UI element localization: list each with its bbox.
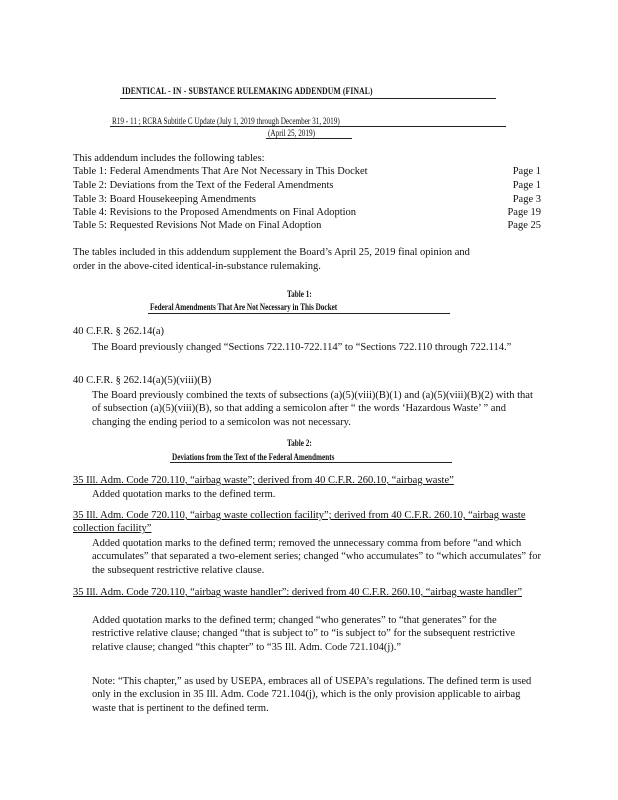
toc-row — [73, 194, 541, 205]
date-underline — [266, 138, 352, 139]
toc-page: Page 1 — [512, 166, 541, 177]
table1-entry-citation: 40 C.F.R. § 262.14(a) — [73, 326, 165, 337]
table1-entry-text: The Board previously combined the texts of subsections (a)(5)(viii)(B)(1) and (a)(5)(viii)(B)(2) with that of subsection (a)(5)(viii)(B), so that adding a semicolon after “ the words ‘Hazardous Waste’ ” and changing the ending period to a semicolon was not necessary. — [92, 390, 533, 428]
toc-label: Table 3: Board Housekeeping Amendments — [73, 194, 256, 205]
toc-label: Table 5: Requested Revisions Not Made on Final Adoption — [73, 220, 322, 231]
docket-underline — [110, 126, 506, 127]
document-title: IDENTICAL - IN - SUBSTANCE RULEMAKING ADDENDUM (FINAL) — [122, 87, 373, 97]
title-underline — [120, 98, 496, 99]
table2-title-underline — [170, 462, 452, 463]
table1-title-underline — [148, 313, 450, 314]
table1-entry-citation: 40 C.F.R. § 262.14(a)(5)(viii)(B) — [73, 375, 212, 386]
table2-entry-heading: 35 Ill. Adm. Code 720.110, “airbag waste”; derived from 40 C.F.R. 260.10, “airbag waste” — [73, 475, 454, 486]
toc-row — [73, 166, 541, 177]
table2-entry-heading: 35 Ill. Adm. Code 720.110, “airbag waste handler”: derived from 40 C.F.R. 260.10, “airbag waste handler” — [73, 587, 522, 598]
toc-label: Table 4: Revisions to the Proposed Amendments on Final Adoption — [73, 207, 357, 218]
table2-title: Deviations from the Text of the Federal Amendments — [172, 452, 335, 462]
toc-page: Page 3 — [512, 194, 541, 205]
date-line: (April 25, 2019) — [268, 128, 315, 138]
table2-entry-text: Added quotation marks to the defined term. — [92, 489, 276, 500]
table1-entry-text: The Board previously changed “Sections 722.110-722.114” to “Sections 722.110 through 722.114.” — [92, 342, 512, 353]
toc-page: Page 1 — [512, 180, 541, 191]
toc-row — [73, 220, 541, 231]
table1-caption: Table 1: — [287, 289, 312, 299]
toc-label: Table 2: Deviations from the Text of the Federal Amendments — [73, 180, 334, 191]
supplement-line-1: The tables included in this addendum supplement the Board’s April 25, 2019 final opinion and — [73, 247, 470, 258]
table2-entry-note: Note: “This chapter,” as used by USEPA, embraces all of USEPA’s regulations. The defined term is used only in the exclusion in 35 Ill. Adm. Code 721.104(j), which is the only provision applicable to airbag waste that is pertinent to the defined term. — [92, 676, 532, 714]
table2-caption: Table 2: — [287, 438, 312, 448]
toc-page: Page 19 — [507, 207, 541, 218]
docket-line: R19 - 11 ; RCRA Subtitle C Update (July 1, 2019 through December 31, 2019) — [112, 116, 340, 126]
toc-page: Page 25 — [507, 220, 541, 231]
toc-row — [73, 207, 541, 218]
toc-row — [73, 180, 541, 191]
toc-label: Table 1: Federal Amendments That Are Not Necessary in This Docket — [73, 166, 368, 177]
supplement-line-2: order in the above-cited identical-in-substance rulemaking. — [73, 261, 321, 272]
table2-entry-heading: 35 Ill. Adm. Code 720.110, “airbag waste collection facility”; derived from 40 C.F.R. 260.10, “airbag waste collection facility” — [73, 510, 526, 535]
table2-entry-text: Added quotation marks to the defined term; removed the unnecessary comma from before “and which accumulates” that separated a two-element series; changed “who accumulates” to “which accumulates” for the subsequent restrictive relative clause. — [92, 538, 541, 576]
table1-title: Federal Amendments That Are Not Necessary in This Docket — [150, 302, 338, 312]
table2-entry-text: Added quotation marks to the defined term; changed “who generates” to “that generates” for the restrictive relative clause; changed “that is subject to” to “is subject to” for the subsequent restrictive relative clause; changed “this chapter” to “35 Ill. Adm. Code 721.104(j).” — [92, 615, 516, 653]
intro-text: This addendum includes the following tables: — [73, 153, 265, 164]
